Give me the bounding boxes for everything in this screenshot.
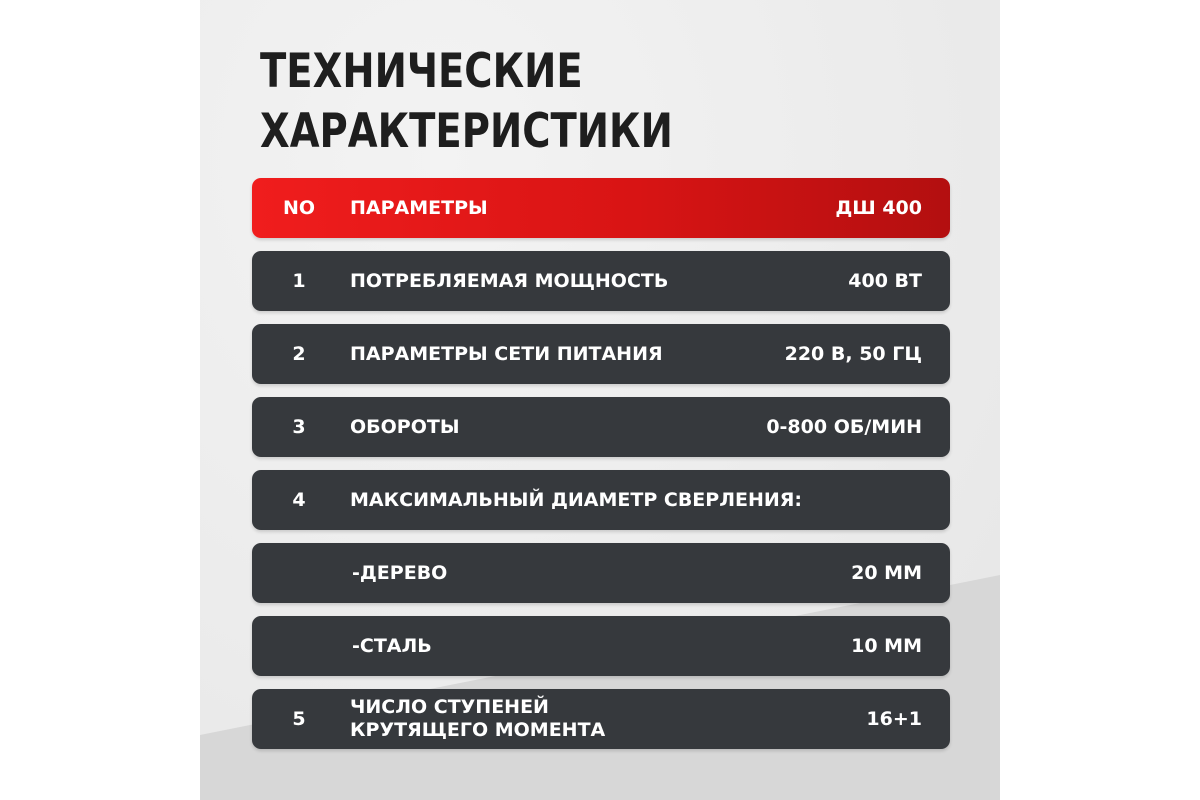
header-no: NO bbox=[282, 197, 316, 219]
row-param: -ДЕРЕВО bbox=[352, 561, 448, 584]
table-row bbox=[252, 689, 950, 749]
row-param: МАКСИМАЛЬНЫЙ ДИАМЕТР СВЕРЛЕНИЯ: bbox=[350, 488, 803, 511]
row-no bbox=[252, 543, 346, 603]
table-row bbox=[252, 397, 950, 457]
row-param: -СТАЛЬ bbox=[352, 634, 432, 657]
row-no: 2 bbox=[292, 343, 306, 365]
table-row bbox=[252, 324, 950, 384]
title-line-2: ХАРАКТЕРИСТИКИ bbox=[260, 104, 673, 159]
row-param bbox=[350, 689, 605, 749]
row-no: 4 bbox=[292, 489, 306, 511]
title-line-1: ТЕХНИЧЕСКИЕ bbox=[260, 44, 583, 99]
table-row bbox=[252, 616, 950, 676]
header-value: ДШ 400 bbox=[835, 197, 922, 219]
row-param-line-2: КРУТЯЩЕГО МОМЕНТА bbox=[350, 719, 606, 741]
row-value: 400 ВТ bbox=[848, 270, 922, 292]
row-value: 10 ММ bbox=[851, 635, 922, 657]
row-value: 16+1 bbox=[866, 708, 922, 730]
row-param: ОБОРОТЫ bbox=[350, 415, 460, 438]
header-param: ПАРАМЕТРЫ bbox=[350, 196, 488, 219]
row-param: ПАРАМЕТРЫ СЕТИ ПИТАНИЯ bbox=[350, 342, 663, 365]
row-value: 20 ММ bbox=[851, 562, 922, 584]
row-value: 220 В, 50 ГЦ bbox=[784, 343, 922, 365]
row-no: 1 bbox=[292, 270, 306, 292]
spec-card bbox=[200, 0, 1000, 800]
row-no: 5 bbox=[292, 708, 306, 730]
table-row bbox=[252, 251, 950, 311]
row-no: 3 bbox=[292, 416, 306, 438]
table-header-row bbox=[252, 178, 950, 238]
table-row bbox=[252, 470, 950, 530]
row-param-line-1: ЧИСЛО СТУПЕНЕЙ bbox=[350, 696, 549, 718]
row-param: ПОТРЕБЛЯЕМАЯ МОЩНОСТЬ bbox=[350, 269, 669, 292]
page-title bbox=[260, 42, 673, 162]
table-row bbox=[252, 543, 950, 603]
row-value: 0-800 ОБ/МИН bbox=[766, 416, 922, 438]
row-no bbox=[252, 616, 346, 676]
